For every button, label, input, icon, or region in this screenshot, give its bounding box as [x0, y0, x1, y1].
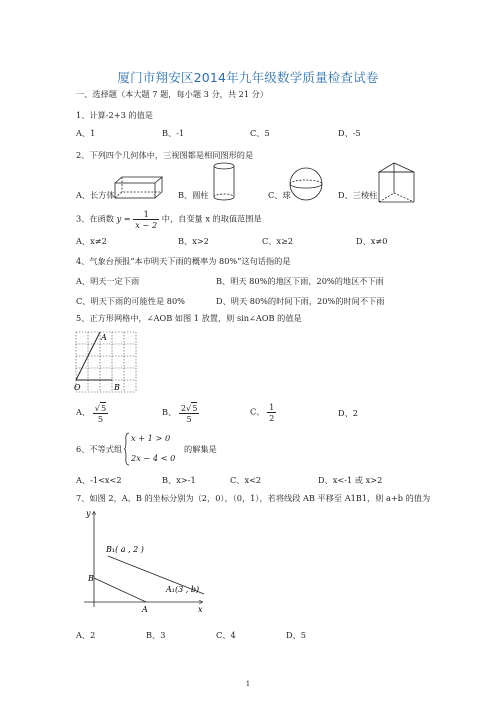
- q7-option-c: C、4: [216, 630, 236, 640]
- figure-2-label-a1: A₁(3 , b): [166, 585, 200, 594]
- q3-option-c: C、x≥2: [262, 236, 294, 246]
- q4-option-d: D、明天 80%的时间下雨，20%的时间不下雨: [216, 296, 385, 306]
- q6-brace: [124, 432, 130, 466]
- q3-option-a: A、x≠2: [76, 236, 107, 246]
- figure-2-label-b1: B₁( a , 2 ): [106, 545, 144, 554]
- q3-fraction-numerator: 1: [133, 209, 159, 220]
- q4-option-c: C、明天下雨的可能性是 80%: [76, 296, 185, 306]
- q5-option-d-prefix: D、: [338, 408, 353, 418]
- page-title: 厦门市翔安区2014年九年级数学质量检查试卷: [117, 70, 379, 85]
- question-2-stem: 2、下列四个几何体中，三视图都是相同图形的是: [76, 150, 254, 160]
- q1-option-d: D、-5: [338, 128, 361, 138]
- q5-option-b-fraction: [179, 402, 200, 424]
- q5-option-c-numerator: 1: [269, 402, 275, 412]
- q5-option-c-fraction: [267, 402, 276, 423]
- q5-option-c: [250, 402, 276, 423]
- q5-option-b: [162, 402, 199, 424]
- q5-option-b-radicand: 5: [192, 403, 198, 413]
- figure-2-label-b: B: [88, 574, 94, 583]
- q2-option-a: A、长方体: [76, 190, 115, 200]
- q6-stem-pre: 6、不等式组: [76, 444, 123, 454]
- q6-inequality-2: 2x − 4 < 0: [131, 453, 176, 463]
- q5-option-a-prefix: A、: [76, 407, 91, 417]
- q3-option-b: B、x>2: [178, 236, 209, 246]
- figure-1-label-o: O: [74, 383, 81, 392]
- sphere-figure: [288, 166, 324, 202]
- q5-option-a-denominator: 5: [97, 414, 104, 424]
- q4-option-a: A、明天一定下雨: [76, 276, 140, 286]
- triangular-prism-figure: [378, 162, 416, 204]
- q5-option-a-radicand: 5: [100, 403, 107, 413]
- figure-1-label-a: A: [101, 333, 107, 342]
- question-3-stem: [76, 209, 262, 230]
- q5-option-d-value: 2: [352, 408, 358, 418]
- q5-option-c-denominator: 2: [269, 413, 275, 423]
- q5-option-b-denominator: 5: [186, 414, 192, 424]
- section-heading: 一、选择题（本大题 7 题，每小题 3 分，共 21 分）: [76, 89, 269, 99]
- q5-option-d: [338, 408, 358, 418]
- question-7-stem: 7、如图 2，A、B 的坐标分别为（2，0），（0，1），若将线段 AB 平移至 A1B1，则 a+b 的值为: [76, 493, 431, 503]
- cylinder-figure: [212, 162, 236, 202]
- q6-option-a: A、-1<x<2: [76, 475, 122, 485]
- q5-option-a-fraction: [93, 402, 108, 424]
- page-number: 1: [245, 680, 251, 688]
- q3-stem-pre: 3、在函数: [76, 213, 114, 224]
- question-1-stem: 1、计算-2+3 的值是: [76, 110, 153, 120]
- q6-option-b: B、x>-1: [162, 475, 196, 485]
- q6-stem-post: 的解集是: [184, 444, 217, 454]
- q5-option-c-prefix: C、: [250, 406, 265, 417]
- q7-option-a: A、2: [76, 630, 96, 640]
- q7-option-d: D、5: [286, 630, 306, 640]
- q1-option-c: C、5: [250, 128, 270, 138]
- q7-option-b: B、3: [146, 630, 166, 640]
- q5-option-a-numerator: √5: [94, 403, 107, 413]
- q5-option-b-numerator: 2√5: [180, 403, 198, 413]
- q3-option-d: D、x≠0: [356, 236, 388, 246]
- question-6-stem: [76, 444, 122, 454]
- q6-option-d: D、x<-1 或 x>2: [318, 475, 383, 485]
- question-4-stem: 4、气象台预报“本市明天下雨的概率为 80%”这句话指的是: [76, 256, 291, 266]
- figure-2-label-a: A: [142, 605, 148, 614]
- figure-2-coordinate-plot: [80, 506, 210, 618]
- q3-function-y: y =: [116, 213, 131, 224]
- q6-inequality-1: x + 1 > 0: [131, 433, 171, 443]
- q6-option-c: C、x<2: [230, 475, 262, 485]
- q1-option-a: A、1: [76, 128, 96, 138]
- q3-stem-post: 中，自变量 x 的取值范围是: [161, 213, 262, 224]
- figure-1-grid: [72, 328, 138, 394]
- figure-2-y-axis-label: y: [86, 509, 91, 518]
- q4-option-b: B、明天 80%的地区下雨，20%的地区不下雨: [216, 276, 384, 286]
- q2-option-c: C、球: [268, 190, 291, 200]
- q3-function-fraction: [133, 209, 159, 230]
- figure-2-x-axis-label: x: [198, 605, 203, 614]
- q5-option-b-prefix: B、: [162, 407, 177, 417]
- q1-option-b: B、-1: [162, 128, 185, 138]
- q3-fraction-denominator: x − 2: [135, 220, 158, 230]
- q5-option-b-coefficient: 2: [180, 403, 187, 413]
- figure-1-label-b: B: [114, 383, 120, 392]
- cuboid-figure: [114, 176, 164, 200]
- q5-option-a: [76, 402, 108, 424]
- question-5-stem: 5、正方形网格中，∠AOB 如图 1 放置，则 sin∠AOB 的值是: [76, 313, 302, 323]
- q2-option-d: D、三棱柱: [338, 190, 378, 200]
- q2-option-b: B、圆柱: [178, 190, 209, 200]
